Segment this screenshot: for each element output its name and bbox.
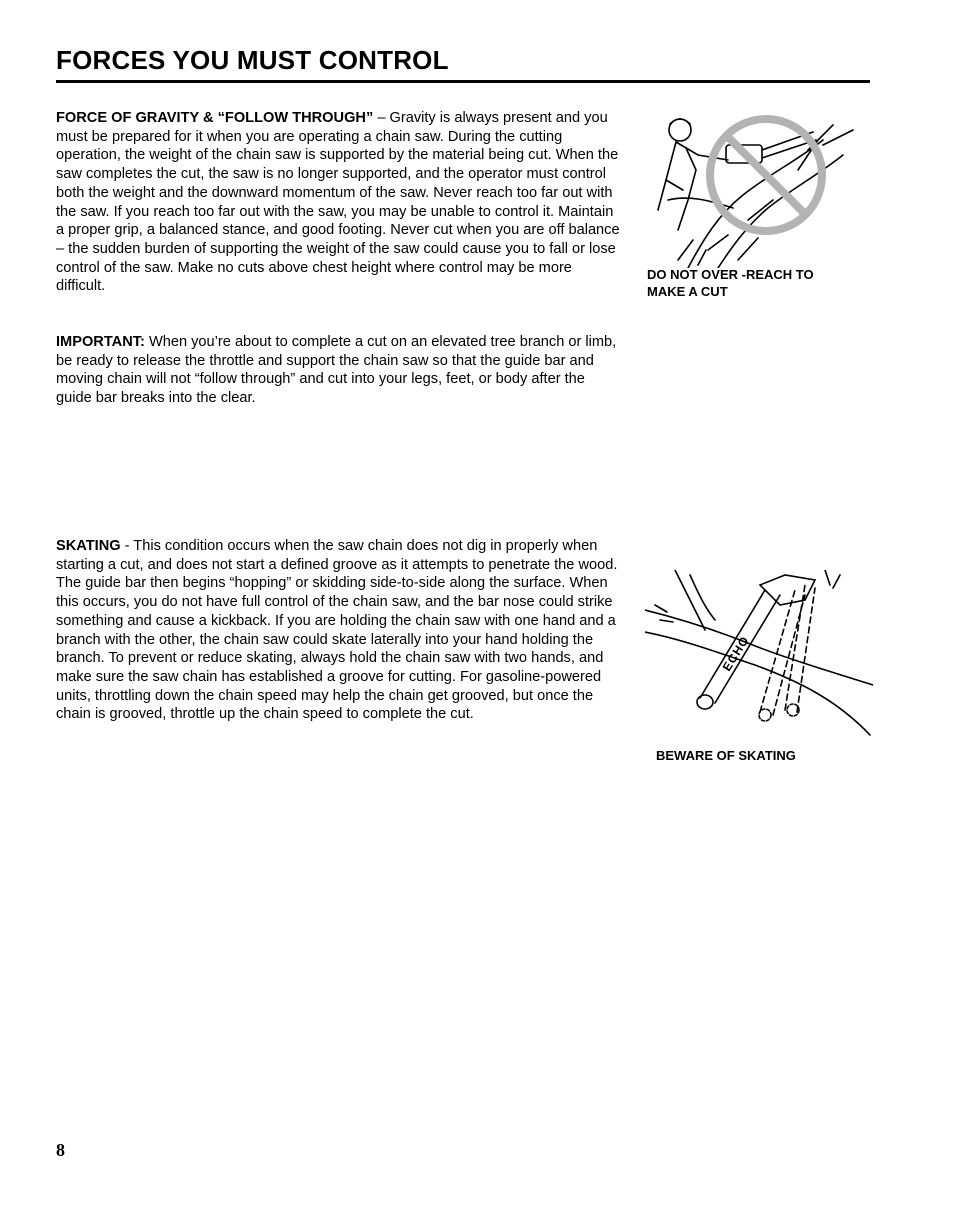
gravity-heading: FORCE OF GRAVITY & “FOLLOW THROUGH” [56,110,374,126]
skating-body: - This condition occurs when the saw chain does not dig in properly when starting a cut, and does not start a defined groove as it attempts to penetrate the wood. The guide bar then begins “hopping” or skidding side-to-side along the surface. When this occurs, you do not have full control of the chain saw, and the bar nose could strike something and cause a kickback. If you are holding the chain saw with one hand and a branch with the other, the chain saw could skate laterally into your hand holding the branch. To prevent or reduce skating, always hold the chain saw with two hands, and make sure the saw chain has established a groove for cutting. For gasoline-powered units, throttling down the chain speed may help the chain get grooved, but once the chain is grooved, throttle up the chain speed to complete the cut. [56,538,618,723]
title-divider [56,80,870,83]
prohibition-icon [710,119,822,231]
page-number: 8 [56,1140,65,1160]
important-paragraph [56,333,622,408]
saw-brand-label: ECHO [719,633,753,674]
skating-chainsaw-illustration [645,570,873,738]
skating-caption: BEWARE OF SKATING [656,748,796,763]
overreach-caption: DO NOT OVER -REACH TO MAKE A CUT [647,267,814,299]
no-overreach-illustration [648,100,860,268]
gravity-body: – Gravity is always present and you must be prepared for it when you are operating a chain saw. During the cutting operation, the weight of the chain saw is supported by the material being cut. When the saw completes the cut, the saw is no longer supported, and the operator must control both the weight and the downward momentum of the saw. Never reach too far out with the saw. If you reach too far out with the saw, you may be unable to control it. Maintain a proper grip, a balanced stance, and good footing. Never cut when you are off balance – the sudden burden of supporting the weight of the saw could cause you to fall or lose control of the saw. Make no cuts above chest height where control may be more difficult. [56,110,620,295]
page-title: FORCES YOU MUST CONTROL [56,45,449,75]
skating-paragraph [56,537,622,724]
skating-heading: SKATING [56,538,121,554]
gravity-paragraph [56,109,622,296]
important-heading: IMPORTANT: [56,334,145,350]
important-body: When you’re about to complete a cut on an elevated tree branch or limb, be ready to release the throttle and support the chain saw so that the guide bar and moving chain will not “follow through” and cut into your legs, feet, or body after the guide bar breaks into the clear. [56,334,617,407]
